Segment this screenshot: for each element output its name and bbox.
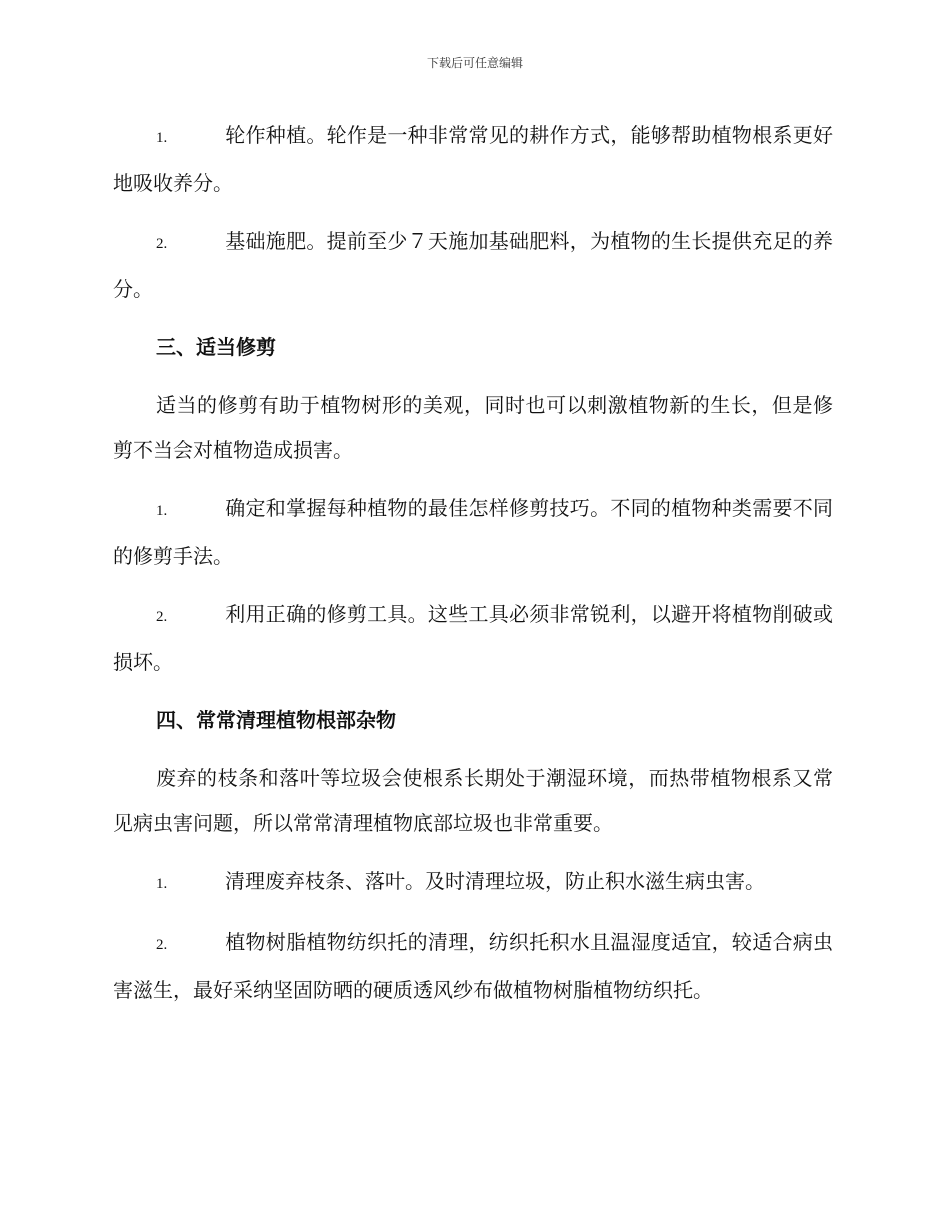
page-header: 下载后可任意编辑 [426,56,523,70]
paragraph-cleaning-intro: 废弃的枝条和落叶等垃圾会使根系长期处于潮湿环境，而热带植物根系又常见病虫害问题，所以常常清理植物底部垃圾也非常重要。 [113,766,833,835]
list-item-text: 利用正确的修剪工具。这些工具必须非常锐利，以避开将植物削破或损坏。 [113,602,833,674]
list-item-text: 基础施肥。提前至少７天施加基础肥料，为植物的生长提供充足的养分。 [113,229,833,301]
list-item-clear-debris [113,859,833,907]
list-number: 2. [156,937,168,953]
section-heading-cleaning: 四、常常清理植物根部杂物 [156,708,396,732]
list-item-text: 轮作种植。轮作是一种非常常见的耕作方式，能够帮助植物根系更好地吸收养分。 [113,123,833,195]
list-number: 1. [156,503,168,519]
list-item-base-fertilizer [113,219,833,312]
list-item-text: 植物树脂植物纺织托的清理，纺织托积水且温湿度适宜，较适合病虫害滋生，最好采纳坚固防晒的硬质透风纱布做植物树脂植物纺织托。 [113,930,833,1002]
list-number: 2. [156,609,168,625]
section-heading-pruning: 三、适当修剪 [156,335,276,359]
list-item-rotation [113,113,833,206]
document-body [113,113,833,1026]
list-item-pruning-technique [113,486,833,579]
list-item-text: 清理废弃枝条、落叶。及时清理垃圾，防止积水滋生病虫害。 [225,869,765,893]
list-item-text: 确定和掌握每种植物的最佳怎样修剪技巧。不同的植物种类需要不同的修剪手法。 [113,496,833,568]
paragraph-pruning-intro: 适当的修剪有助于植物树形的美观，同时也可以刺激植物新的生长，但是修剪不当会对植物造成损害。 [113,393,833,462]
list-number: 1. [156,130,168,146]
list-number: 1. [156,876,168,892]
list-item-tray-cleaning [113,920,833,1013]
list-item-pruning-tools [113,592,833,685]
list-number: 2. [156,236,168,252]
